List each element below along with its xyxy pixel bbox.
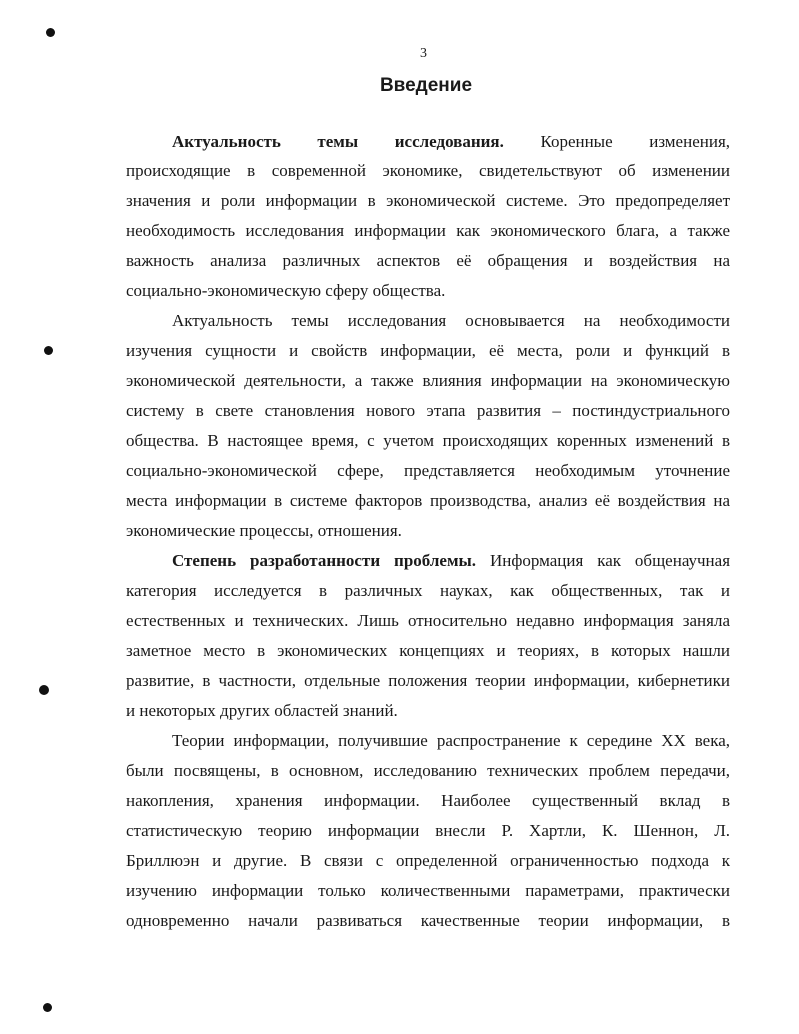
text-line: статистическую теорию информации внесли Р. Хартли, К. Шеннон, Л. [126, 821, 730, 840]
text-line: социально-экономической сфере, представляется необходимым уточнение [126, 461, 730, 480]
text-line: места информации в системе факторов производства, анализ её воздействия на [126, 491, 730, 510]
text-line: систему в свете становления нового этапа развития – постиндустриального [126, 401, 730, 420]
text-line: экономические процессы, отношения. [126, 521, 402, 540]
text-line: значения и роли информации в экономической системе. Это предопределяет [126, 191, 730, 210]
text-line: категория исследуется в различных науках, как общественных, так и [126, 581, 730, 600]
text-line: изучению информации только количественными параметрами, практически [126, 881, 730, 900]
text-line: социально-экономическую сферу общества. [126, 281, 446, 300]
text-line [172, 131, 730, 153]
text-line: заметное место в экономических концепциях и теориях, в которых нашли [126, 641, 730, 660]
text-line: необходимость исследования информации как экономического блага, а также [126, 221, 730, 240]
page-number: 3 [420, 46, 427, 61]
binder-hole-mark [43, 1003, 52, 1012]
binder-hole-mark [44, 346, 53, 355]
text-line: Бриллюэн и другие. В связи с определенной ограниченностью подхода к [126, 851, 730, 870]
text-line: одновременно начали развиваться качественные теории информации, в [126, 911, 730, 930]
text-line [172, 550, 730, 572]
text-line: экономической деятельности, а также влияния информации на экономическую [126, 371, 730, 390]
text-line: Актуальность темы исследования основывается на необходимости [172, 311, 730, 330]
text-line: естественных и технических. Лишь относительно недавно информация заняла [126, 611, 730, 630]
text-line: накопления, хранения информации. Наиболее существенный вклад в [126, 791, 730, 810]
text-span: Информация как общенаучная [489, 551, 731, 570]
text-line: и некоторых других областей знаний. [126, 701, 398, 720]
text-line: Теории информации, получившие распространение к середине XX века, [172, 731, 730, 750]
section-lead: Актуальность темы исследования. [172, 132, 504, 151]
page-title: Введение [379, 75, 473, 96]
section-lead: Степень разработанности проблемы. [172, 551, 477, 570]
binder-hole-mark [46, 28, 55, 37]
text-line: развитие, в частности, отдельные положения теории информации, кибернетики [126, 671, 730, 690]
text-line: изучения сущности и свойств информации, её места, роли и функций в [126, 341, 730, 360]
text-line: общества. В настоящее время, с учетом происходящих коренных изменений в [126, 431, 730, 450]
binder-hole-mark [39, 685, 49, 695]
text-line: были посвящены, в основном, исследованию технических проблем передачи, [126, 761, 730, 780]
text-line: происходящие в современной экономике, свидетельствуют об изменении [126, 161, 730, 180]
text-span: Коренные изменения, [540, 132, 731, 151]
text-line: важность анализа различных аспектов её обращения и воздействия на [126, 251, 730, 270]
